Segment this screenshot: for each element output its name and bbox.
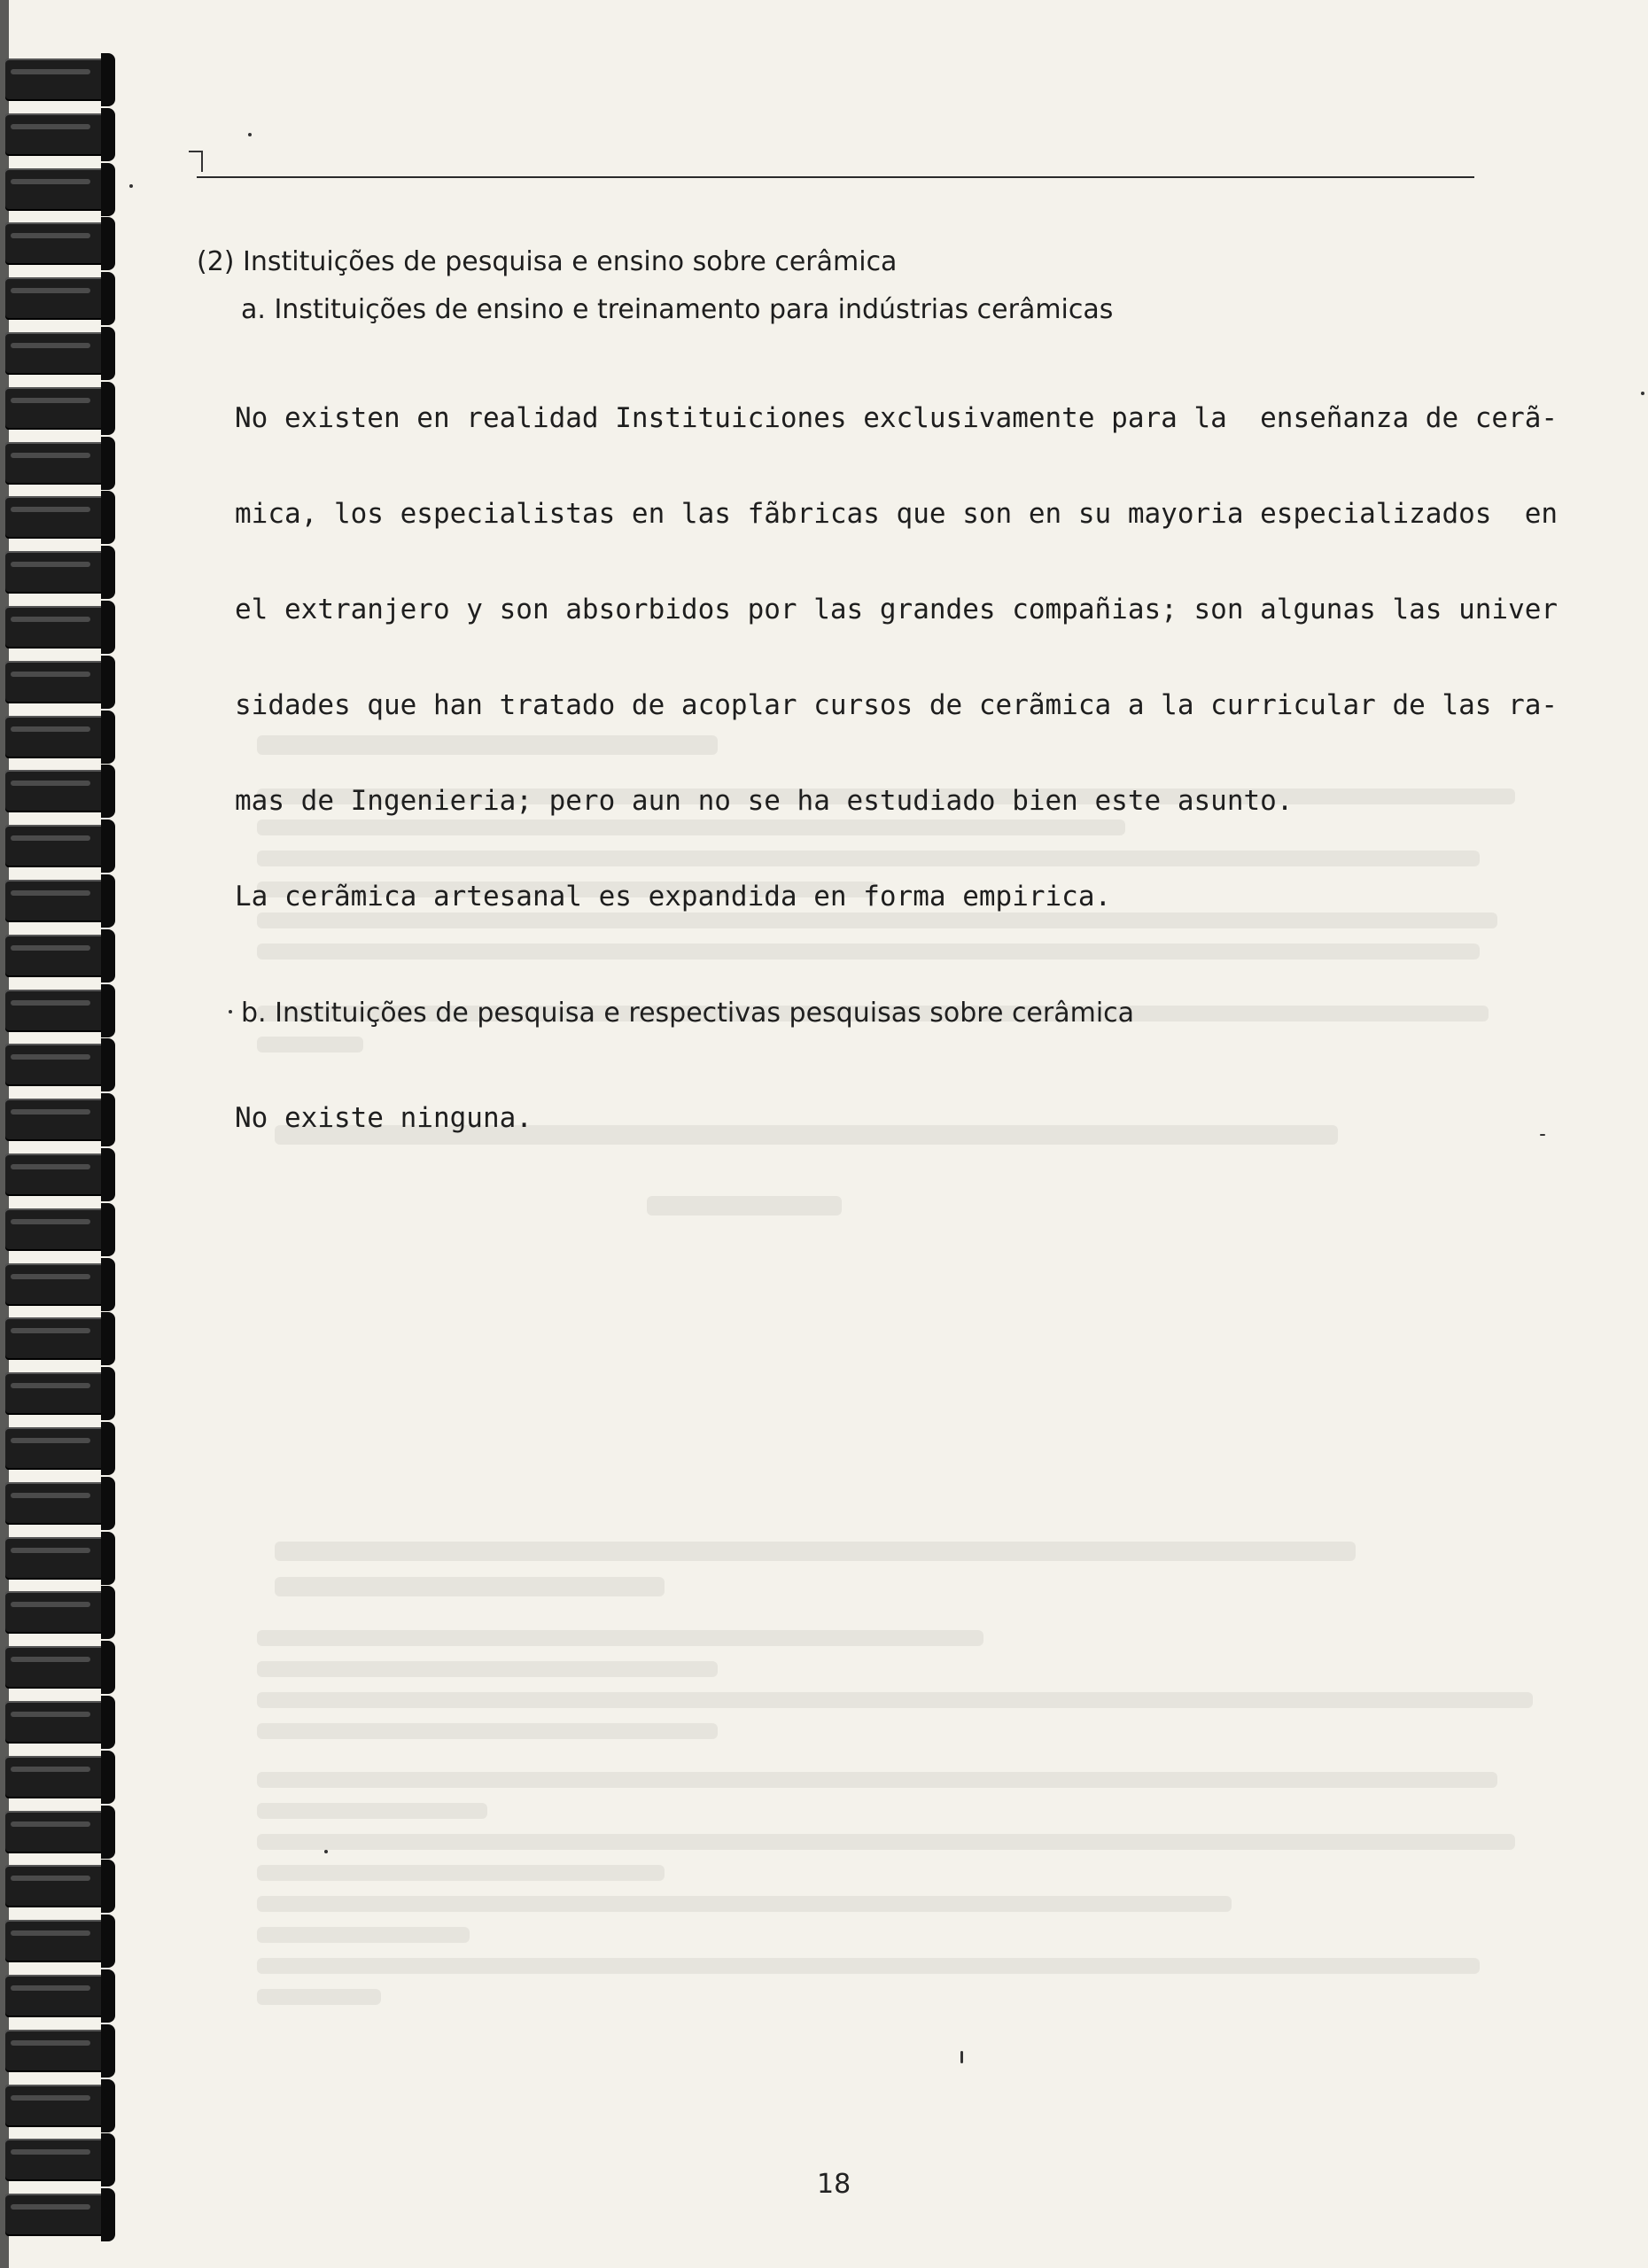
binding-coil xyxy=(5,2024,115,2078)
body-line: No existen en realidad Instituiciones exclusivamente para la enseñanza de cerã- xyxy=(235,402,1559,434)
coil-highlight xyxy=(11,233,90,238)
binding-coil xyxy=(5,163,115,216)
coil-loop xyxy=(5,496,115,539)
coil-highlight xyxy=(11,890,90,896)
binding-coil xyxy=(5,1969,115,2023)
coil-hole xyxy=(101,327,115,380)
binding-coil xyxy=(5,1038,115,1091)
binding-coil xyxy=(5,1696,115,1749)
binding-coil xyxy=(5,1806,115,1859)
coil-highlight xyxy=(11,1657,90,1662)
coil-highlight xyxy=(11,672,90,677)
coil-highlight xyxy=(11,562,90,567)
coil-hole xyxy=(101,1258,115,1311)
coil-loop xyxy=(5,1811,115,1853)
coil-hole xyxy=(101,1148,115,1201)
binding-coil xyxy=(5,1915,115,1968)
coil-hole xyxy=(101,2024,115,2078)
coil-highlight xyxy=(11,1164,90,1169)
body-line: mas de Ingenieria; pero aun no se ha estudiado bien este asunto. xyxy=(235,785,1294,817)
coil-loop xyxy=(5,442,115,485)
binding-coil xyxy=(5,1751,115,1804)
binding-coil xyxy=(5,437,115,490)
coil-loop xyxy=(5,1208,115,1251)
coil-hole xyxy=(101,984,115,1037)
coil-hole xyxy=(101,1860,115,1913)
coil-loop xyxy=(5,1044,115,1086)
coil-loop xyxy=(5,1263,115,1306)
binding-coil xyxy=(5,711,115,764)
header-rule xyxy=(197,176,1474,178)
coil-highlight xyxy=(11,1493,90,1498)
coil-highlight xyxy=(11,288,90,293)
body-line: mica, los especialistas en las fãbricas que son en su mayoria especializados en xyxy=(235,498,1559,530)
scan-speck xyxy=(960,2051,963,2063)
coil-hole xyxy=(101,1367,115,1420)
coil-highlight xyxy=(11,343,90,348)
coil-hole xyxy=(101,1422,115,1475)
coil-loop xyxy=(5,2194,115,2236)
binding-coil xyxy=(5,382,115,435)
coil-hole xyxy=(101,929,115,983)
coil-loop xyxy=(5,935,115,977)
binding-coil xyxy=(5,1422,115,1475)
page-number: 18 xyxy=(817,2169,851,2200)
body-line: el extranjero y son absorbidos por las grandes compañias; son algunas las univer xyxy=(235,594,1559,625)
binding-coil xyxy=(5,53,115,106)
coil-hole xyxy=(101,546,115,599)
binding-coil xyxy=(5,491,115,544)
coil-highlight xyxy=(11,1930,90,1936)
coil-hole xyxy=(101,1312,115,1365)
coil-loop xyxy=(5,770,115,812)
coil-highlight xyxy=(11,1548,90,1553)
coil-loop xyxy=(5,1317,115,1360)
coil-hole xyxy=(101,1093,115,1146)
coil-highlight xyxy=(11,945,90,951)
coil-highlight xyxy=(11,1876,90,1881)
coil-loop xyxy=(5,332,115,375)
coil-hole xyxy=(101,1696,115,1749)
coil-loop xyxy=(5,1427,115,1470)
body-line: La cerãmica artesanal es expandida en forma empirica. xyxy=(235,881,1112,913)
coil-highlight xyxy=(11,2040,90,2046)
coil-highlight xyxy=(11,617,90,622)
coil-loop xyxy=(5,2030,115,2072)
coil-loop xyxy=(5,1865,115,1907)
coil-hole xyxy=(101,1641,115,1694)
coil-loop xyxy=(5,277,115,320)
coil-hole xyxy=(101,1915,115,1968)
coil-highlight xyxy=(11,726,90,732)
spiral-binding xyxy=(0,0,142,2268)
coil-hole xyxy=(101,656,115,709)
binding-coil xyxy=(5,1586,115,1639)
coil-highlight xyxy=(11,1438,90,1443)
binding-coil xyxy=(5,546,115,599)
coil-highlight xyxy=(11,1767,90,1772)
binding-coil xyxy=(5,1532,115,1585)
coil-loop xyxy=(5,1153,115,1196)
binding-coil xyxy=(5,1367,115,1420)
coil-hole xyxy=(101,819,115,873)
coil-loop xyxy=(5,113,115,156)
coil-loop xyxy=(5,1372,115,1415)
binding-coil xyxy=(5,1148,115,1201)
coil-loop xyxy=(5,661,115,703)
coil-hole xyxy=(101,491,115,544)
coil-hole xyxy=(101,2133,115,2186)
coil-highlight xyxy=(11,835,90,841)
binding-coil xyxy=(5,929,115,983)
coil-highlight xyxy=(11,124,90,129)
scan-speck xyxy=(129,184,133,188)
coil-loop xyxy=(5,1920,115,1962)
coil-hole xyxy=(101,1038,115,1091)
binding-coil xyxy=(5,819,115,873)
coil-hole xyxy=(101,437,115,490)
coil-highlight xyxy=(11,453,90,458)
coil-loop xyxy=(5,1099,115,1141)
binding-coil xyxy=(5,656,115,709)
coil-loop xyxy=(5,716,115,758)
subsection-b-heading: b. Instituições de pesquisa e respectivas pesquisas sobre cerâmica xyxy=(241,998,1135,1029)
coil-hole xyxy=(101,163,115,216)
coil-highlight xyxy=(11,1602,90,1607)
coil-loop xyxy=(5,606,115,649)
coil-highlight xyxy=(11,1274,90,1279)
binding-coil xyxy=(5,984,115,1037)
coil-loop xyxy=(5,880,115,922)
coil-hole xyxy=(101,382,115,435)
coil-highlight xyxy=(11,1000,90,1006)
coil-highlight xyxy=(11,1712,90,1717)
corner-mark xyxy=(189,151,203,172)
coil-highlight xyxy=(11,1109,90,1115)
coil-highlight xyxy=(11,179,90,184)
binding-coil xyxy=(5,601,115,654)
body-line: sidades que han tratado de acoplar cursos de cerãmica a la curricular de las ra- xyxy=(235,689,1559,721)
binding-coil xyxy=(5,108,115,161)
binding-coil xyxy=(5,874,115,928)
binding-coil xyxy=(5,1093,115,1146)
coil-loop xyxy=(5,2085,115,2127)
binding-coil xyxy=(5,2188,115,2241)
coil-highlight xyxy=(11,781,90,786)
coil-highlight xyxy=(11,398,90,403)
coil-highlight xyxy=(11,1328,90,1333)
binding-coil xyxy=(5,1203,115,1256)
subsection-a-heading: a. Instituições de ensino e treinamento para indústrias cerâmicas xyxy=(241,294,1114,325)
coil-highlight xyxy=(11,1219,90,1224)
binding-coil xyxy=(5,1477,115,1530)
scan-speck xyxy=(248,133,252,136)
binding-coil xyxy=(5,2133,115,2186)
coil-loop xyxy=(5,58,115,101)
binding-coil xyxy=(5,765,115,818)
coil-loop xyxy=(5,168,115,211)
subsection-a-body xyxy=(235,338,1558,976)
coil-highlight xyxy=(11,1383,90,1388)
coil-highlight xyxy=(11,69,90,74)
scan-speck xyxy=(1540,1134,1545,1136)
coil-hole xyxy=(101,1806,115,1859)
coil-highlight xyxy=(11,2095,90,2101)
binding-coil xyxy=(5,272,115,325)
coil-hole xyxy=(101,874,115,928)
coil-hole xyxy=(101,272,115,325)
coil-hole xyxy=(101,108,115,161)
subsection-b-body: No existe ninguna. xyxy=(235,1102,532,1134)
coil-hole xyxy=(101,217,115,270)
coil-loop xyxy=(5,387,115,430)
coil-highlight xyxy=(11,1054,90,1060)
coil-hole xyxy=(101,765,115,818)
coil-loop xyxy=(5,1482,115,1525)
coil-loop xyxy=(5,1975,115,2017)
section-heading: (2) Instituições de pesquisa e ensino sobre cerâmica xyxy=(197,246,898,277)
coil-loop xyxy=(5,990,115,1032)
coil-hole xyxy=(101,1532,115,1585)
coil-hole xyxy=(101,711,115,764)
coil-loop xyxy=(5,222,115,265)
scan-speck xyxy=(324,1850,328,1853)
coil-loop xyxy=(5,1756,115,1798)
binding-coil xyxy=(5,1860,115,1913)
binding-coil xyxy=(5,327,115,380)
coil-hole xyxy=(101,601,115,654)
coil-hole xyxy=(101,1751,115,1804)
binding-coil xyxy=(5,217,115,270)
coil-highlight xyxy=(11,2204,90,2210)
scan-speck xyxy=(1641,392,1644,395)
coil-hole xyxy=(101,2188,115,2241)
coil-loop xyxy=(5,825,115,867)
coil-loop xyxy=(5,1646,115,1689)
coil-loop xyxy=(5,551,115,594)
coil-loop xyxy=(5,1537,115,1580)
coil-highlight xyxy=(11,507,90,512)
coil-highlight xyxy=(11,1821,90,1827)
coil-hole xyxy=(101,1203,115,1256)
coil-hole xyxy=(101,1969,115,2023)
coil-highlight xyxy=(11,1985,90,1991)
coil-loop xyxy=(5,2139,115,2181)
coil-hole xyxy=(101,2079,115,2132)
coil-hole xyxy=(101,53,115,106)
coil-hole xyxy=(101,1477,115,1530)
coil-loop xyxy=(5,1701,115,1744)
binding-coil xyxy=(5,1641,115,1694)
coil-hole xyxy=(101,1586,115,1639)
coil-loop xyxy=(5,1591,115,1634)
scan-speck xyxy=(229,1010,232,1014)
binding-coil xyxy=(5,2079,115,2132)
binding-coil xyxy=(5,1258,115,1311)
binding-coil xyxy=(5,1312,115,1365)
coil-highlight xyxy=(11,2149,90,2155)
